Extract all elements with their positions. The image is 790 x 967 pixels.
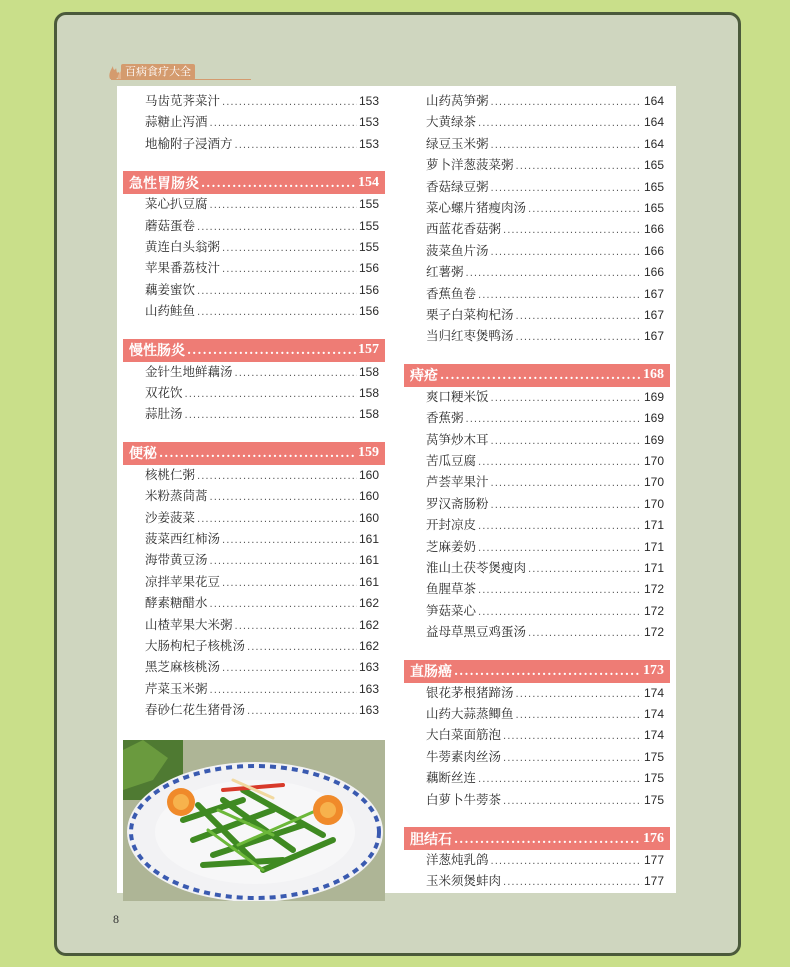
page-number: 8 [113, 912, 119, 926]
toc-entry[interactable] [426, 155, 664, 175]
entry-page: 166 [643, 265, 664, 280]
entry-title: 山药大蒜蒸鲫鱼 [426, 706, 514, 721]
leader-dots [222, 531, 357, 551]
entry-title: 蘑菇蛋卷 [145, 217, 196, 233]
section-page: 157 [358, 342, 379, 358]
section-heading[interactable] [123, 442, 385, 465]
toc-entry[interactable] [145, 486, 379, 506]
entry-page: 158 [358, 386, 379, 400]
entry-title: 栗子白菜枸杞汤 [426, 307, 514, 322]
entry-page: 167 [643, 286, 664, 301]
entry-page: 174 [643, 728, 664, 743]
entry-title: 山药莴笋粥 [426, 93, 489, 108]
entry-title: 藕姜蜜饮 [145, 281, 196, 297]
entry-page: 162 [358, 596, 379, 611]
entry-title: 玉米须煲蚌肉 [426, 873, 502, 889]
book-title: 百病食疗大全 [121, 64, 195, 80]
section-heading[interactable] [404, 660, 670, 683]
leader-dots [478, 114, 642, 134]
entry-title: 苹果番荔枝汁 [145, 260, 221, 276]
leader-dots [516, 328, 642, 348]
entry-title: 菠菜西红柿汤 [145, 531, 221, 546]
entry-title: 黑芝麻核桃汤 [145, 659, 221, 675]
entry-page: 155 [358, 240, 379, 254]
leader-dots [478, 581, 642, 601]
entry-page: 158 [358, 364, 379, 379]
section-page: 168 [643, 367, 664, 383]
toc-entry[interactable] [426, 558, 664, 578]
entry-page: 163 [358, 681, 379, 696]
leader-dots [503, 221, 642, 241]
entry-page: 167 [643, 329, 664, 344]
entry-title: 凉拌苹果花豆 [145, 573, 221, 589]
entry-page: 166 [643, 222, 664, 237]
leader-dots [466, 410, 642, 430]
entry-page: 171 [643, 561, 664, 575]
toc-entry[interactable] [145, 679, 379, 699]
section-page: 173 [643, 663, 664, 679]
entry-page: 170 [643, 496, 664, 511]
toc-entry[interactable] [145, 194, 379, 214]
leader-dots [528, 560, 642, 580]
toc-entry[interactable] [426, 198, 664, 218]
entry-title: 米粉蒸茼蒿 [145, 488, 208, 504]
entry-title: 金针生地鲜藕汤 [145, 363, 233, 379]
toc-entry[interactable] [145, 550, 379, 570]
leader-dots [247, 702, 357, 722]
entry-page: 177 [643, 874, 664, 889]
entry-page: 162 [358, 639, 379, 653]
book-logo [107, 60, 195, 80]
entry-page: 164 [643, 94, 664, 108]
entry-title: 地榆附子浸酒方 [145, 135, 233, 151]
stir-fried-greens-image [123, 740, 385, 901]
entry-title: 芝麻姜奶 [426, 538, 477, 554]
toc-entry[interactable] [426, 601, 664, 621]
entry-title: 菜心螺片猪瘦肉汤 [426, 200, 527, 215]
toc-entry[interactable] [145, 362, 379, 382]
leader-dots [491, 136, 642, 156]
toc-entry[interactable] [426, 241, 664, 261]
leader-dots [222, 574, 357, 594]
leader-dots [454, 832, 641, 846]
leader-dots [222, 239, 357, 259]
toc-entry[interactable] [145, 593, 379, 613]
entry-title: 牛蒡素肉丝汤 [426, 748, 502, 764]
entry-page: 164 [643, 115, 664, 130]
entry-page: 170 [643, 475, 664, 490]
toc-entry[interactable] [426, 91, 664, 111]
entry-title: 西蓝花香菇粥 [426, 221, 502, 237]
toc-entry[interactable] [145, 404, 379, 424]
entry-page: 161 [358, 574, 379, 589]
entry-page: 165 [643, 179, 664, 194]
entry-page: 161 [358, 553, 379, 568]
section-title: 急性胃肠炎 [129, 175, 199, 192]
leader-dots [516, 157, 642, 177]
toc-entry[interactable] [145, 615, 379, 635]
toc-entry[interactable] [426, 472, 664, 492]
leader-dots [201, 176, 356, 190]
toc-entry[interactable] [145, 508, 379, 528]
leader-dots [491, 243, 642, 263]
entry-title: 马齿苋荠菜汁 [145, 93, 221, 108]
entry-title: 莴笋炒木耳 [426, 431, 489, 447]
toc-entry[interactable] [426, 725, 664, 745]
entry-page: 156 [358, 282, 379, 297]
leader-dots [185, 385, 357, 405]
entry-page: 158 [358, 407, 379, 422]
toc-entry[interactable] [426, 579, 664, 599]
entry-title: 白萝卜牛蒡茶 [426, 791, 502, 807]
section-title: 慢性肠炎 [129, 343, 185, 360]
entry-page: 161 [358, 532, 379, 546]
entry-title: 当归红枣煲鸭汤 [426, 328, 514, 344]
leader-dots [478, 517, 642, 537]
entry-page: 171 [643, 518, 664, 533]
toc-entry[interactable] [145, 572, 379, 592]
entry-page: 177 [643, 853, 664, 867]
entry-page: 167 [643, 308, 664, 322]
leader-dots [197, 467, 357, 487]
leader-dots [503, 792, 642, 812]
entry-title: 爽口粳米饭 [426, 388, 489, 404]
entry-page: 170 [643, 454, 664, 468]
leader-dots [491, 496, 642, 516]
leader-dots [197, 282, 357, 302]
entry-title: 萝卜洋葱菠菜粥 [426, 157, 514, 173]
entry-page: 175 [643, 771, 664, 786]
entry-page: 169 [643, 432, 664, 447]
entry-title: 银花茅根猪蹄汤 [426, 684, 514, 700]
leader-dots [491, 179, 642, 199]
entry-title: 淮山土茯苓煲瘦肉 [426, 560, 527, 575]
entry-title: 春砂仁花生猪骨汤 [145, 702, 246, 718]
entry-page: 153 [358, 136, 379, 151]
leader-dots [197, 510, 357, 530]
leader-dots [159, 446, 356, 460]
toc-entry[interactable] [426, 387, 664, 407]
toc-entry[interactable] [426, 850, 664, 870]
entry-title: 益母草黑豆鸡蛋汤 [426, 624, 527, 640]
entry-title: 酵素糖醋水 [145, 595, 208, 611]
toc-entry[interactable] [426, 262, 664, 282]
section-title: 痔疮 [410, 368, 438, 385]
leader-dots [503, 873, 642, 893]
leader-dots [491, 852, 642, 872]
entry-page: 172 [643, 582, 664, 597]
leader-dots [235, 617, 357, 637]
toc-entry[interactable] [145, 301, 379, 321]
toc-entry[interactable] [426, 768, 664, 788]
section-page: 176 [643, 830, 664, 846]
toc-entry[interactable] [145, 237, 379, 257]
toc-entry[interactable] [426, 326, 664, 346]
toc-entry[interactable] [426, 871, 664, 891]
entry-title: 大黄绿茶 [426, 114, 477, 130]
entry-title: 开封凉皮 [426, 517, 477, 533]
section-heading[interactable] [404, 827, 670, 850]
entry-title: 黄连白头翁粥 [145, 239, 221, 254]
page-frame [54, 12, 741, 956]
toc-entry[interactable] [145, 280, 379, 300]
leader-dots [210, 488, 357, 508]
entry-page: 153 [358, 94, 379, 108]
entry-title: 红薯粥 [426, 264, 464, 280]
entry-page: 165 [643, 158, 664, 173]
entry-page: 163 [358, 703, 379, 718]
leader-dots [478, 453, 642, 473]
toc-entry[interactable] [426, 515, 664, 535]
entry-title: 鱼腥草茶 [426, 581, 477, 597]
toc-entry[interactable] [426, 284, 664, 304]
section-heading[interactable] [404, 364, 670, 387]
section-title: 便秘 [129, 446, 157, 463]
leader-dots [197, 218, 357, 238]
entry-title: 大白菜面筋泡 [426, 727, 502, 743]
toc-entry[interactable] [426, 177, 664, 197]
toc-entry[interactable] [426, 683, 664, 703]
leader-dots [222, 659, 357, 679]
toc-entry[interactable] [426, 430, 664, 450]
leader-dots [503, 727, 642, 747]
toc-entry[interactable] [145, 657, 379, 677]
toc-entry[interactable] [426, 219, 664, 239]
entry-page: 153 [358, 115, 379, 130]
toc-entry[interactable] [145, 700, 379, 720]
entry-title: 香蕉粥 [426, 410, 464, 426]
section-heading[interactable] [123, 171, 385, 194]
leader-dots [210, 114, 357, 134]
entry-page: 169 [643, 411, 664, 426]
entry-title: 藕断丝连 [426, 770, 477, 786]
entry-title: 菠菜鱼片汤 [426, 242, 489, 258]
leader-dots [222, 93, 357, 113]
leader-dots [491, 474, 642, 494]
entry-page: 163 [358, 660, 379, 675]
section-title: 直肠癌 [410, 664, 452, 681]
entry-page: 166 [643, 243, 664, 258]
section-heading[interactable] [123, 339, 385, 362]
entry-page: 169 [643, 389, 664, 404]
entry-page: 174 [643, 707, 664, 721]
entry-title: 香蕉鱼卷 [426, 285, 477, 301]
leader-dots [197, 303, 357, 323]
entry-title: 双花饮 [145, 385, 183, 400]
leader-dots [478, 770, 642, 790]
entry-title: 山楂苹果大米粥 [145, 616, 233, 632]
leader-dots [235, 364, 357, 384]
entry-page: 160 [358, 489, 379, 504]
entry-title: 核桃仁粥 [145, 466, 196, 482]
entry-page: 172 [643, 603, 664, 618]
entry-title: 菜心扒豆腐 [145, 196, 208, 212]
section-page: 154 [358, 174, 379, 190]
entry-page: 175 [643, 749, 664, 764]
leader-dots [491, 93, 642, 113]
toc-entry[interactable] [426, 747, 664, 767]
toc-entry[interactable] [145, 383, 379, 403]
entry-page: 165 [643, 201, 664, 215]
toc-entry[interactable] [426, 494, 664, 514]
entry-title: 笋菇菜心 [426, 602, 477, 618]
content-panel [117, 86, 676, 893]
food-photo [123, 740, 385, 901]
toc-entry[interactable] [145, 91, 379, 111]
leader-dots [503, 749, 642, 769]
leader-dots [528, 200, 642, 220]
entry-title: 蒜肚汤 [145, 406, 183, 422]
leader-dots [210, 196, 357, 216]
leader-dots [247, 638, 357, 658]
entry-title: 大肠枸杞子核桃汤 [145, 638, 246, 653]
leader-dots [235, 136, 357, 156]
leader-dots [187, 343, 356, 357]
entry-title: 海带黄豆汤 [145, 552, 208, 568]
entry-page: 162 [358, 617, 379, 632]
entry-title: 沙姜菠菜 [145, 509, 196, 525]
entry-title: 洋葱炖乳鸽 [426, 852, 489, 867]
toc-entry[interactable] [145, 636, 379, 656]
entry-page: 156 [358, 261, 379, 276]
toc-entry[interactable] [426, 112, 664, 132]
entry-page: 160 [358, 510, 379, 525]
toc-entry[interactable] [145, 529, 379, 549]
leader-dots [185, 406, 357, 426]
leader-dots [454, 664, 641, 678]
leader-dots [478, 603, 642, 623]
leader-dots [440, 368, 641, 382]
toc-entry[interactable] [426, 451, 664, 471]
leader-dots [528, 624, 642, 644]
entry-title: 罗汉斋肠粉 [426, 495, 489, 511]
toc-entry[interactable] [426, 790, 664, 810]
toc-entry[interactable] [426, 408, 664, 428]
entry-page: 155 [358, 218, 379, 233]
toc-entry[interactable] [426, 704, 664, 724]
leader-dots [222, 260, 357, 280]
leader-dots [516, 685, 642, 705]
entry-title: 香菇绿豆粥 [426, 178, 489, 194]
toc-entry[interactable] [145, 216, 379, 236]
toc-entry[interactable] [426, 537, 664, 557]
leader-dots [491, 432, 642, 452]
entry-title: 苦瓜豆腐 [426, 453, 477, 468]
toc-entry[interactable] [426, 134, 664, 154]
header-rule [111, 79, 251, 80]
entry-page: 175 [643, 792, 664, 807]
entry-page: 172 [643, 625, 664, 640]
toc-entry[interactable] [145, 465, 379, 485]
entry-page: 164 [643, 136, 664, 151]
entry-title: 山药鲑鱼 [145, 303, 196, 319]
entry-title: 绿豆玉米粥 [426, 135, 489, 151]
entry-page: 156 [358, 304, 379, 319]
leader-dots [466, 264, 642, 284]
toc-entry[interactable] [145, 134, 379, 154]
toc-entry[interactable] [426, 305, 664, 325]
leader-dots [491, 389, 642, 409]
leader-dots [210, 595, 357, 615]
section-page: 159 [358, 445, 379, 461]
entry-title: 蒜糖止泻酒 [145, 114, 208, 130]
entry-page: 174 [643, 685, 664, 700]
leader-dots [478, 286, 642, 306]
leader-dots [478, 539, 642, 559]
entry-title: 芹菜玉米粥 [145, 680, 208, 696]
entry-title: 芦荟苹果汁 [426, 474, 489, 490]
leader-dots [516, 706, 642, 726]
toc-entry[interactable] [145, 258, 379, 278]
entry-page: 155 [358, 197, 379, 212]
leader-dots [210, 681, 357, 701]
leader-dots [516, 307, 642, 327]
toc-entry[interactable] [426, 622, 664, 642]
section-title: 胆结石 [410, 831, 452, 848]
leader-dots [210, 552, 357, 572]
entry-page: 160 [358, 467, 379, 482]
entry-page: 171 [643, 539, 664, 554]
toc-entry[interactable] [145, 112, 379, 132]
